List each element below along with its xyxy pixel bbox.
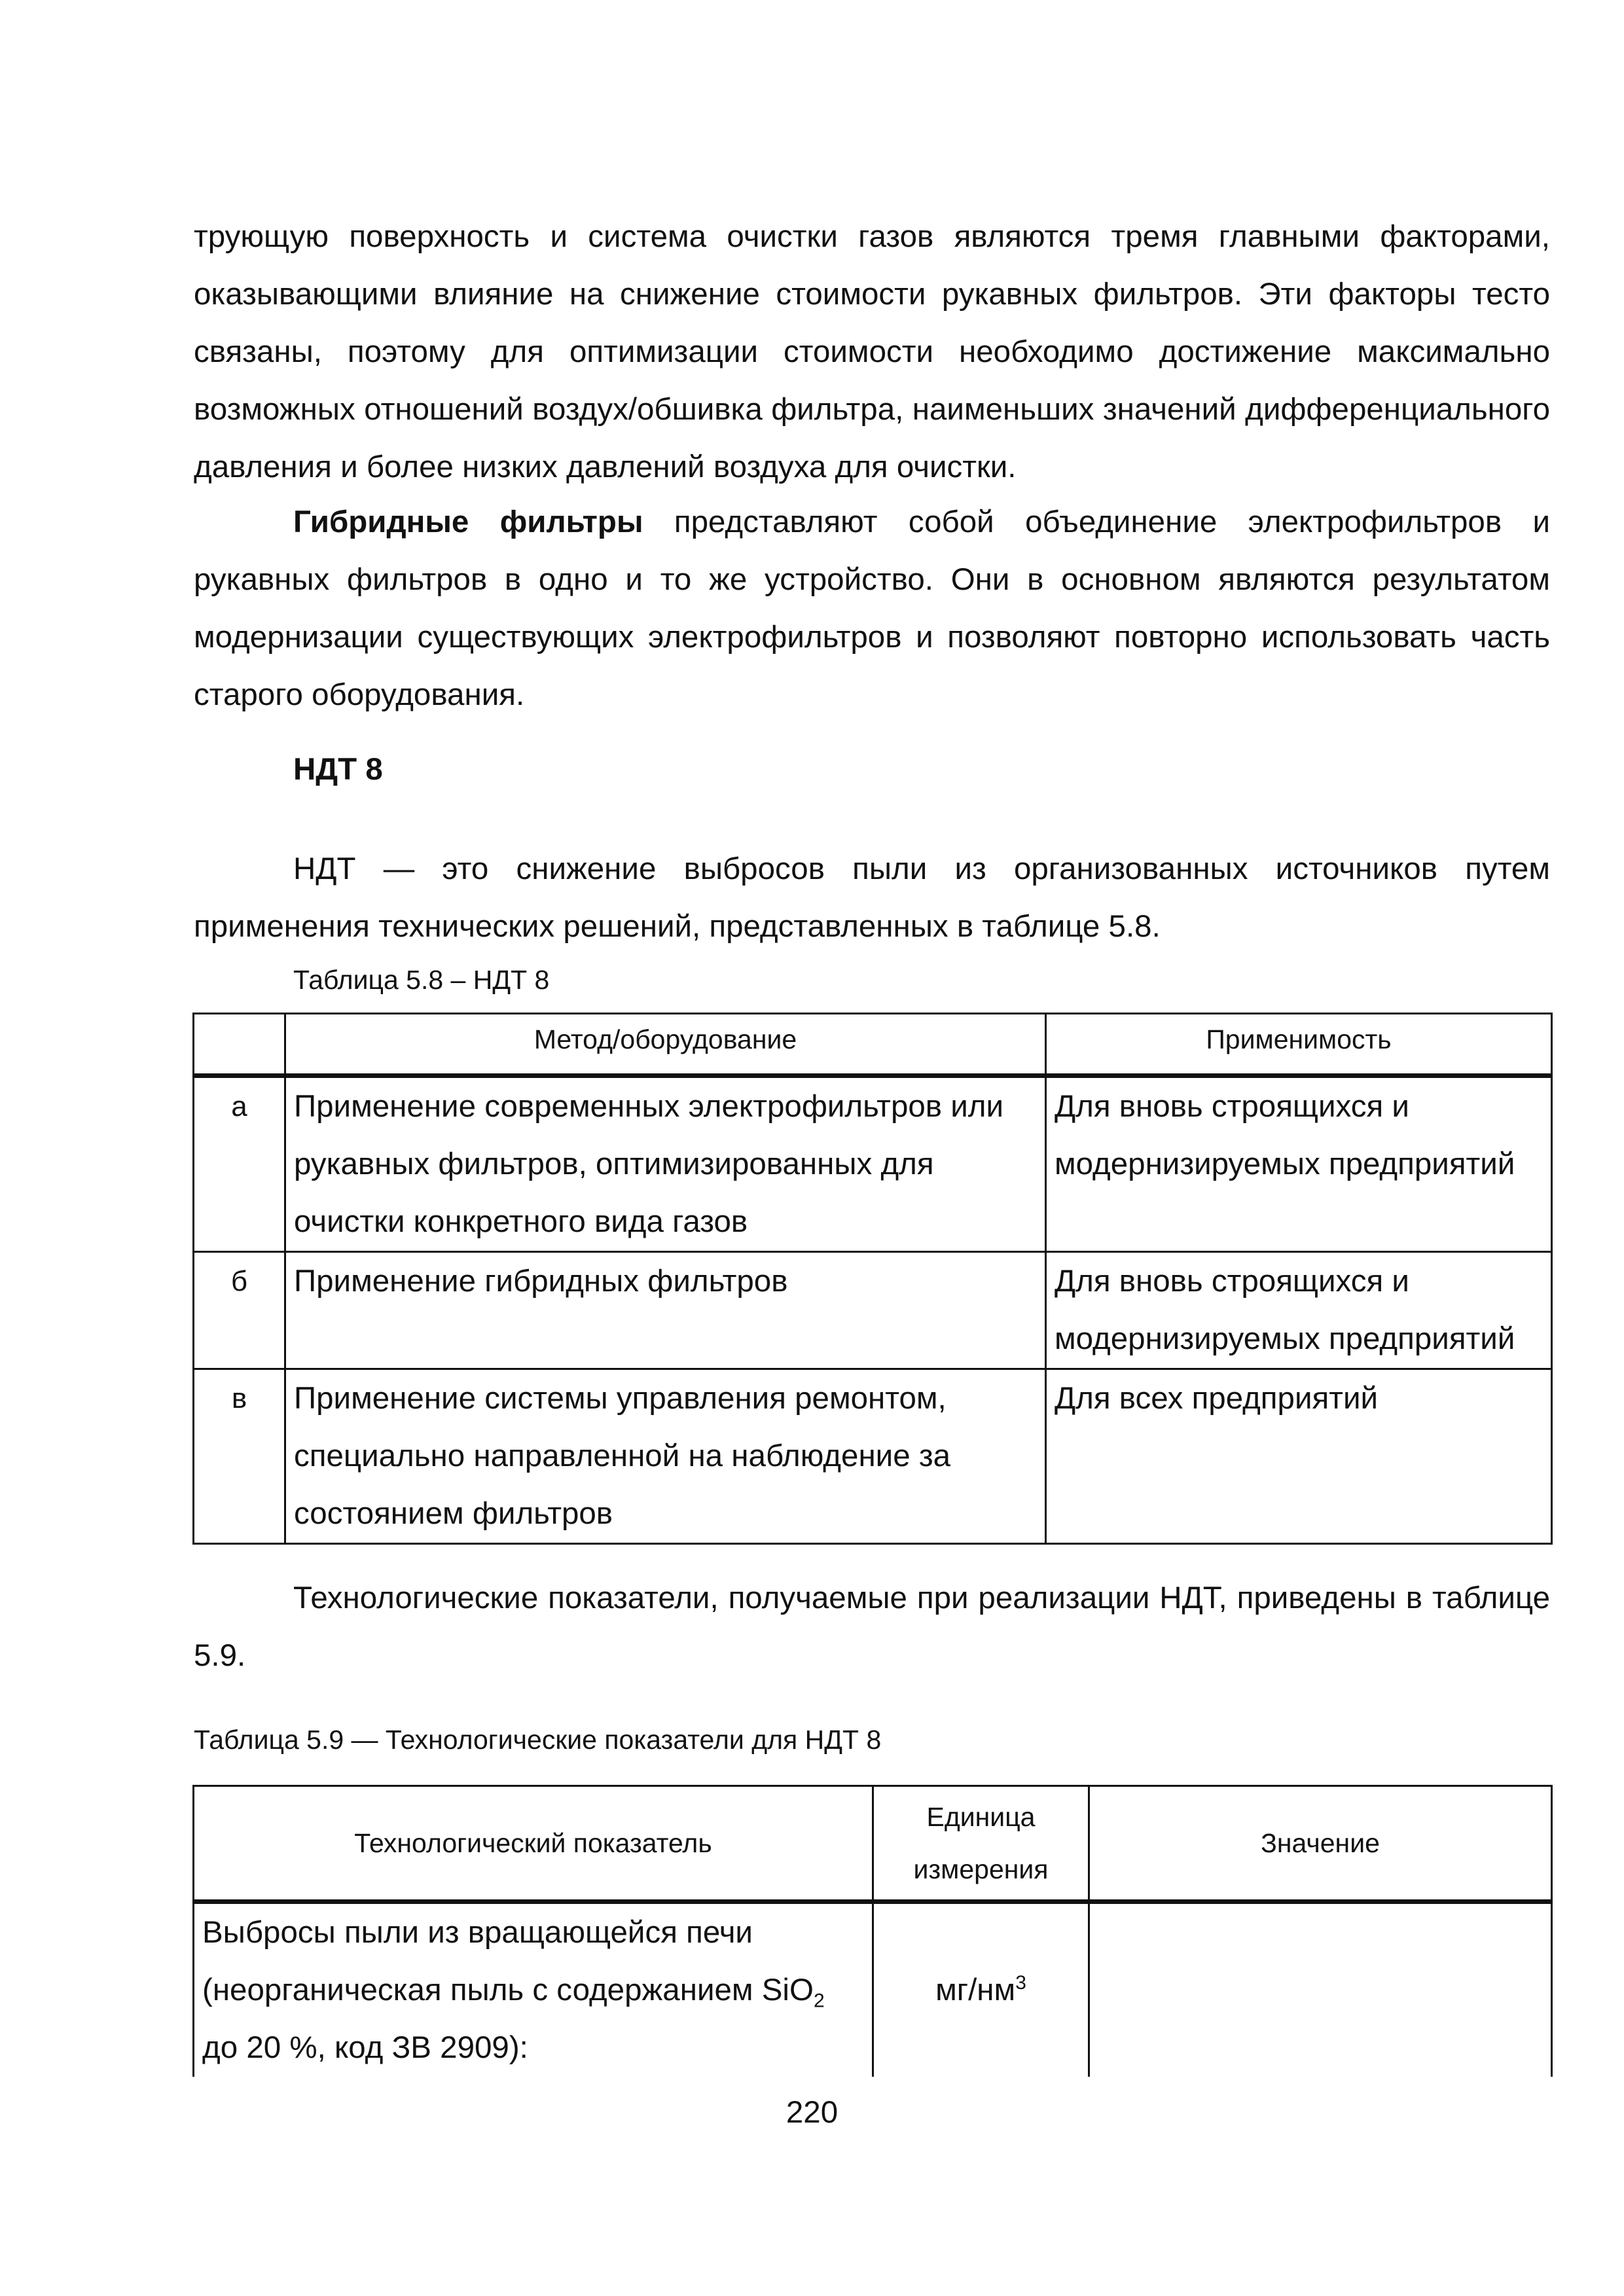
table-5-8 [192,1013,1553,1545]
hybrid-filters-term: Гибридные фильтры [293,505,643,539]
row-applicability: Для всех предприятий [1046,1369,1552,1544]
row-method: Применение гибридных фильтров [285,1252,1046,1369]
row-unit [873,1902,1089,2077]
table-row [194,1369,1552,1544]
indicator-text: Выбросы пыли из вращающейся печи (неорганическая пыль с содержанием SiO [202,1915,814,2007]
hybrid-filters-text: представляют собой объединение электрофильтров и рукавных фильтров в одно и то же устройство. Они в основном являются результатом модернизации существующих электрофильтров и позволяют повторно использовать часть старого оборудования. [194,505,1551,712]
table-row [194,1902,1552,2077]
table-5-8-caption: Таблица 5.8 – НДТ 8 [293,965,550,995]
ndt-paragraph: НДТ — это снижение выбросов пыли из организованных источников путем применения технических решений, представленных в таблице 5.8. [194,852,1550,944]
row-method: Применение современных электрофильтров или рукавных фильтров, оптимизированных для очистки конкретного вида газов [285,1076,1046,1252]
table-5-9 [192,1785,1553,2077]
row-letter: б [194,1252,285,1369]
row-applicability: Для вновь строящихся и модернизируемых предприятий [1046,1076,1552,1252]
row-applicability: Для вновь строящихся и модернизируемых предприятий [1046,1252,1552,1369]
table-row [194,1252,1552,1369]
row-indicator [194,1902,873,2077]
page-number: 220 [785,2095,839,2130]
indicator-subscript: 2 [813,1990,825,2012]
header-cell-unit: Единица измерения [873,1786,1089,1902]
tech-indicators-paragraph: Технологические показатели, получаемые при реализации НДТ, приведены в таблице 5.9. [194,1581,1550,1673]
row-letter: а [194,1076,285,1252]
header-cell-value: Значение [1089,1786,1552,1902]
row-method: Применение системы управления ремонтом, специально направленной на наблюдение за состоянием фильтров [285,1369,1046,1544]
table-row [194,1076,1552,1252]
unit-superscript: 3 [1015,1972,1026,1994]
header-cell-method: Метод/оборудование [285,1014,1046,1076]
hybrid-filters-paragraph [194,493,1550,724]
indicator-text-end: до 20 %, код ЗВ 2909): [202,2030,528,2065]
header-cell-applicability: Применимость [1046,1014,1552,1076]
row-value [1089,1902,1552,2077]
header-cell-indicator: Технологический показатель [194,1786,873,1902]
table-header-row [194,1014,1552,1076]
intro-paragraph: трующую поверхность и система очистки газов являются тремя главными факторами, оказывающими влияние на снижение стоимости рукавных фильтров. Эти факторы тесто связаны, поэтому для оптимизации стоимости необходимо достижение максимально возможных отношений воздух/обшивка фильтра, наименьших значений дифференциального давления и более низких давлений воздуха для очистки. [194,219,1550,484]
header-cell-empty [194,1014,285,1076]
table-header-row [194,1786,1552,1902]
unit-text: мг/нм [935,1973,1016,2007]
table-5-9-caption: Таблица 5.9 — Технологические показатели для НДТ 8 [194,1725,882,1755]
row-letter: в [194,1369,285,1544]
section-heading: НДТ 8 [293,752,383,787]
